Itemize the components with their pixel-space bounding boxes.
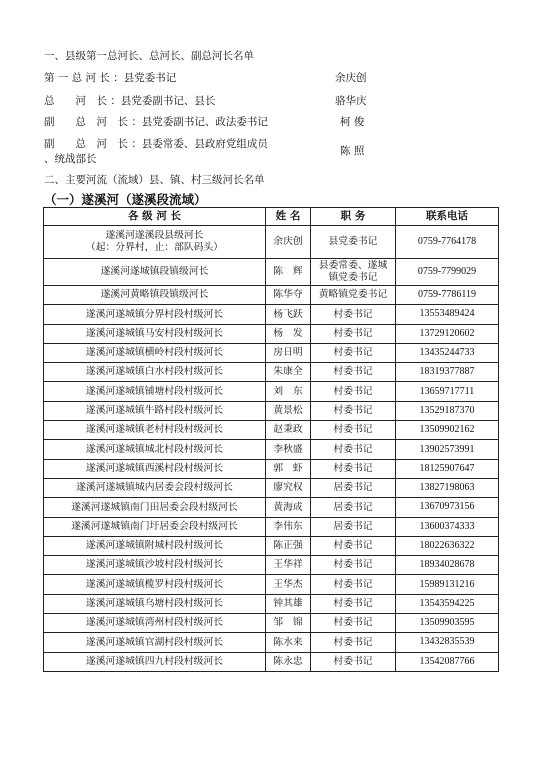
river-cell: 遂溪河遂城镇沙坡村段村级河长 (44, 556, 266, 575)
river-cell: 遂溪河遂城镇分界村段村级河长 (44, 305, 266, 324)
table-row (44, 633, 499, 652)
table-row (44, 594, 499, 613)
river-cell: 遂溪河遂城镇四九村段村级河长 (44, 652, 266, 671)
river-cell: 遂溪河遂城镇西溪村段村级河长 (44, 459, 266, 478)
river-cell: 遂溪河遂城镇乌塘村段村级河长 (44, 594, 266, 613)
duty-cell: 村委书记 (311, 594, 396, 613)
header-duty: 职 务 (311, 208, 396, 226)
duty-cell: 居委书记 (311, 498, 396, 517)
name-cell: 黄景松 (266, 401, 311, 420)
name-cell: 李伟东 (266, 517, 311, 536)
phone-cell: 18022636322 (396, 536, 499, 555)
table-row (44, 652, 499, 671)
table-row (44, 536, 499, 555)
table-row (44, 324, 499, 343)
table-row (44, 498, 499, 517)
phone-cell: 13659717711 (396, 382, 499, 401)
leader-4-label-cont: 、统战部长 (44, 153, 97, 165)
duty-cell: 村委书记 (311, 459, 396, 478)
name-cell: 余庆创 (266, 226, 311, 259)
river-cell (44, 226, 266, 259)
leader-4-name: 陈 照 (340, 145, 365, 157)
leader-1-label: 第 一 总 河 长 ：县党委书记 (44, 72, 177, 84)
duty-cell: 村委书记 (311, 614, 396, 633)
river-cell: 遂溪河遂城镇段镇级河长 (44, 259, 266, 286)
river-cell: 遂溪河遂城镇榄罗村段村级河长 (44, 575, 266, 594)
phone-cell: 18319377887 (396, 363, 499, 382)
phone-cell: 15989131216 (396, 575, 499, 594)
table-row (44, 286, 499, 305)
name-cell: 赵秉政 (266, 421, 311, 440)
phone-cell: 13729120602 (396, 324, 499, 343)
phone-cell: 13435244733 (396, 343, 499, 362)
phone-cell: 13542087766 (396, 652, 499, 671)
name-cell: 邹 锦 (266, 614, 311, 633)
river-text-cont: （起：分界村，止：部队码头） (85, 242, 224, 253)
table-row (44, 401, 499, 420)
table-header-row (44, 208, 499, 226)
table-row (44, 614, 499, 633)
duty-cell: 村委书记 (311, 556, 396, 575)
phone-cell: 13902573991 (396, 440, 499, 459)
phone-cell: 18125907647 (396, 459, 499, 478)
name-cell: 陈永忠 (266, 652, 311, 671)
duty-cell: 村委书记 (311, 652, 396, 671)
duty-cell: 村委书记 (311, 343, 396, 362)
table-row (44, 259, 499, 286)
table-row (44, 459, 499, 478)
name-cell: 陈华夺 (266, 286, 311, 305)
name-cell: 陈正强 (266, 536, 311, 555)
leader-3-label: 副 总 河 长 ：县党委副书记、政法委书记 (44, 116, 268, 128)
phone-cell: 18934028678 (396, 556, 499, 575)
duty-cell: 居委书记 (311, 478, 396, 497)
leader-4-label: 副 总 河 长 ：县委常委、县政府党组成员 (44, 138, 268, 150)
subsection-title: （一）遂溪河（遂溪段流域） (44, 192, 207, 207)
duty-cell: 村委书记 (311, 536, 396, 555)
duty-cell: 居委书记 (311, 517, 396, 536)
name-cell: 廖究权 (266, 478, 311, 497)
duty-cell: 村委书记 (311, 305, 396, 324)
name-cell: 杨飞跃 (266, 305, 311, 324)
phone-cell: 13827198063 (396, 478, 499, 497)
phone-cell: 13432835539 (396, 633, 499, 652)
name-cell: 陈 辉 (266, 259, 311, 286)
table-row (44, 556, 499, 575)
table-row (44, 363, 499, 382)
name-cell: 陈水来 (266, 633, 311, 652)
river-cell: 遂溪河遂城镇城内居委会段村级河长 (44, 478, 266, 497)
phone-cell: 0759-7786119 (396, 286, 499, 305)
phone-cell: 13543594225 (396, 594, 499, 613)
name-cell: 王华祥 (266, 556, 311, 575)
duty-cell: 村委书记 (311, 324, 396, 343)
header-phone: 联系电话 (396, 208, 499, 226)
duty-text-cont: 镇党委书记 (328, 272, 378, 283)
name-cell: 杨 发 (266, 324, 311, 343)
duty-cell: 村委书记 (311, 421, 396, 440)
river-cell: 遂溪河遂城镇牛路村段村级河长 (44, 401, 266, 420)
river-cell: 遂溪河黄略镇段镇级河长 (44, 286, 266, 305)
river-chief-table (43, 207, 499, 672)
table-row (44, 343, 499, 362)
name-cell: 黄海成 (266, 498, 311, 517)
name-cell: 刘 东 (266, 382, 311, 401)
duty-cell: 县党委书记 (311, 226, 396, 259)
name-cell: 郭 虾 (266, 459, 311, 478)
table-row (44, 440, 499, 459)
phone-cell: 13509902162 (396, 421, 499, 440)
table-row (44, 226, 499, 259)
leader-2-name: 骆华庆 (335, 95, 367, 107)
name-cell: 朱康全 (266, 363, 311, 382)
phone-cell: 0759-7799029 (396, 259, 499, 286)
river-cell: 遂溪河遂城镇湾州村段村级河长 (44, 614, 266, 633)
duty-cell: 村委书记 (311, 440, 396, 459)
duty-cell: 村委书记 (311, 382, 396, 401)
river-cell: 遂溪河遂城镇老村村段村级河长 (44, 421, 266, 440)
header-name: 姓 名 (266, 208, 311, 226)
duty-text: 县委常委、遂城 (318, 260, 388, 272)
duty-cell (311, 259, 396, 286)
phone-cell: 13670973156 (396, 498, 499, 517)
name-cell: 房日明 (266, 343, 311, 362)
phone-cell: 0759-7764178 (396, 226, 499, 259)
river-cell: 遂溪河遂城镇白水村段村级河长 (44, 363, 266, 382)
leader-3-name: 柯 俊 (340, 116, 365, 128)
phone-cell: 13553489424 (396, 305, 499, 324)
name-cell: 王华杰 (266, 575, 311, 594)
duty-cell: 村委书记 (311, 401, 396, 420)
table-row (44, 421, 499, 440)
table-row (44, 575, 499, 594)
table-row (44, 478, 499, 497)
river-cell: 遂溪河遂城镇城北村段村级河长 (44, 440, 266, 459)
river-cell: 遂溪河遂城镇南门田居委会段村级河长 (44, 498, 266, 517)
river-cell: 遂溪河遂城镇铺塘村段村级河长 (44, 382, 266, 401)
leader-2-label: 总 河 长 ：县党委副书记、县长 (44, 95, 216, 107)
duty-cell: 村委书记 (311, 363, 396, 382)
name-cell: 李秋盛 (266, 440, 311, 459)
phone-cell: 13600374333 (396, 517, 499, 536)
section-1-title: 一、县级第一总河长、总河长、副总河长名单 (44, 50, 254, 62)
name-cell: 钟其雄 (266, 594, 311, 613)
table-row (44, 517, 499, 536)
section-2-title: 二、主要河流（流域）县、镇、村三级河长名单 (44, 174, 265, 186)
phone-cell: 13509903595 (396, 614, 499, 633)
table-row (44, 305, 499, 324)
river-text: 遂溪河遂溪段县级河长 (105, 230, 204, 242)
river-cell: 遂溪河遂城镇附城村段村级河长 (44, 536, 266, 555)
duty-cell: 黄略镇党委书记 (311, 286, 396, 305)
river-cell: 遂溪河遂城镇横岭村段村级河长 (44, 343, 266, 362)
header-river-chief: 各 级 河 长 (44, 208, 266, 226)
river-cell: 遂溪河遂城镇马安村段村级河长 (44, 324, 266, 343)
duty-cell: 村委书记 (311, 575, 396, 594)
phone-cell: 13529187370 (396, 401, 499, 420)
leader-1-name: 余庆创 (335, 72, 367, 84)
river-cell: 遂溪河遂城镇官湖村段村级河长 (44, 633, 266, 652)
duty-cell: 村委书记 (311, 633, 396, 652)
river-cell: 遂溪河遂城镇南门圩居委会段村级河长 (44, 517, 266, 536)
table-body (44, 226, 499, 672)
table-row (44, 382, 499, 401)
